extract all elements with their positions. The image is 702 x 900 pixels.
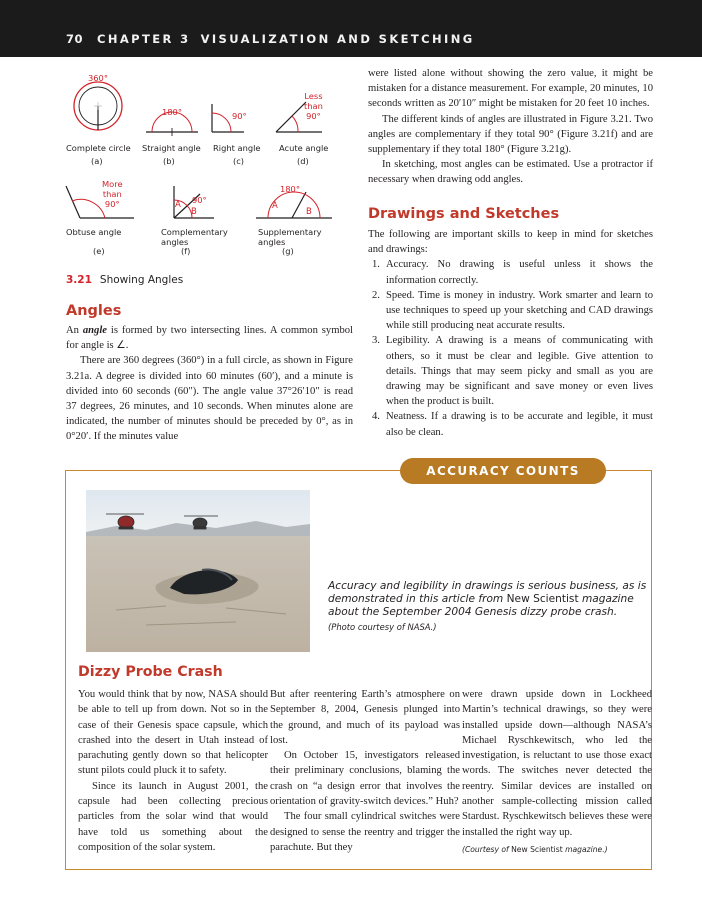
angle-name: Acute angle [279, 143, 329, 153]
angle-letter: (a) [91, 156, 103, 166]
skills-list [368, 257, 653, 439]
defined-term: angle [82, 325, 107, 336]
supplementary-angle-diagram [256, 192, 332, 218]
running-header-text [66, 32, 475, 46]
figure-caption [66, 274, 183, 286]
section-heading-drawings: Drawings and Sketches [368, 206, 560, 222]
accuracy-counts-banner [400, 458, 606, 484]
angle-letter: (c) [233, 156, 245, 166]
paragraph: You would think that by now, NASA should be able to tell up from down. Not so in the case of their Genesis space capsule, which crashed into the desert in Utah instead of parachuting gently down so that helicopter stunt pilots could pluck it to safety. [78, 689, 268, 777]
chapter-label: CHAPTER 3 [97, 32, 191, 46]
angle-value-label: Less than 90° [304, 91, 323, 121]
angle-name: Right angle [213, 143, 261, 153]
angle-letter: (f) [181, 246, 191, 256]
article-credit: (Courtesy of New Scientist magazine.) [462, 844, 608, 854]
paragraph: were drawn upside down in Lockheed Martin’s technical drawings, so they were installed upside down—although NASA’s Michael Ryschkewitsch, who led the investigation, is reluctant to use those exact words. The switches never detected the reentry. Similar devices are installed on another sample-collecting mission called Stardust. Ryschkewitsch believes these were installed the right way up. [462, 689, 652, 838]
angle-name: Supplementary angles [258, 227, 322, 247]
paragraph: The four small cylindrical switches were designed to sense the reentry and trigger the parachute. But they [270, 811, 460, 853]
list-item: 1. Accuracy. No drawing is useful unless it shows the information correctly. [372, 259, 653, 286]
article-column-3 [462, 687, 652, 857]
angle-value-label: 90° [192, 195, 207, 205]
list-item: 3. Legibility. A drawing is a means of communicating with others, so it must be clear and legible. Give attention to details. Things that may seem picky and small as you are drawing may be significant and save money or even lives when the product is built. [372, 335, 653, 408]
figure-angles [60, 66, 360, 266]
drawings-text [368, 227, 653, 440]
paragraph: There are 360 degrees (360°) in a full circle, as shown in Figure 3.21a. A degree is divided into 60 minutes (60′), and a minute is divided into 60 seconds (60″). The angle value 37°26′10″ is read 37 degrees, 26 minutes, and 10 seconds. When minutes alone are indicated, the number of minutes should be preceded by 0°, as in 0°20′. If the minutes value [66, 355, 353, 443]
angle-name: Complementary angles [161, 227, 228, 247]
paragraph: In sketching, most angles can be estimated. Use a protractor if necessary when drawing odd angles. [368, 159, 653, 186]
angle-letter: (e) [93, 246, 105, 256]
angle-mark: B [306, 207, 312, 217]
angle-value-label: 90° [232, 111, 247, 121]
magazine-name: New Scientist [506, 593, 579, 606]
paragraph: On October 15, investigators released their preliminary conclusions, blaming the crash on “a design error that involves the orientation of gravity-switch devices.” Huh? [270, 750, 460, 808]
article-column-2 [270, 687, 460, 855]
article-column-1 [78, 687, 268, 855]
angle-value-label: 180° [280, 184, 300, 194]
angle-value-label: 180° [162, 107, 182, 117]
paragraph: were listed alone without showing the zero value, it might be mistaken for a distance measurement. For example, 20 minutes, 10 seconds written as 20′10″ might be mistaken for 20 feet 10 inches. [368, 68, 653, 110]
figure-caption-text: Showing Angles [99, 274, 184, 286]
angle-mark: A [175, 200, 181, 210]
running-header [0, 0, 702, 57]
obtuse-angle-diagram [66, 186, 134, 218]
article-title: Dizzy Probe Crash [78, 664, 223, 680]
paragraph: The different kinds of angles are illustrated in Figure 3.21. Two angles are complementary if they total 90° (Figure 3.21f) and are supplementary if they total 180° (Figure 3.21g). [368, 113, 653, 156]
angle-letter: (b) [163, 156, 175, 166]
paragraph: An angle is formed by two intersecting lines. A common symbol for angle is ∠. [66, 325, 353, 352]
banner-title: ACCURACY COUNTS [426, 464, 580, 478]
figure-number: 3.21 [66, 274, 92, 286]
list-item: 2. Speed. Time is money in industry. Work smarter and learn to use techniques to speed up your sketching and CAD drawings while still producing neat accurate results. [372, 289, 653, 332]
angle-name: Complete circle [66, 143, 131, 153]
angle-value-label: 360° [88, 73, 108, 83]
chapter-title: VISUALIZATION AND SKETCHING [200, 32, 475, 46]
paragraph: But after reentering Earth’s atmosphere on September 8, 2004, Genesis plunged into the ground, and much of its payload was lost. [270, 689, 460, 746]
angles-text-left [66, 323, 353, 445]
angle-letter: (g) [282, 246, 294, 256]
probe-crash-photo [86, 490, 310, 652]
angle-letter: (d) [297, 156, 309, 166]
photo-credit: (Photo courtesy of NASA.) [328, 621, 437, 632]
angle-name: Straight angle [142, 143, 201, 153]
angle-name: Obtuse angle [66, 227, 122, 237]
section-heading-angles: Angles [66, 303, 122, 319]
angle-mark: A [272, 201, 278, 211]
paragraph: Since its launch in August 2001, the capsule had been collecting precious particles from the solar wind that would have told us something about the composition of the solar system. [78, 780, 268, 853]
angle-value-label: More than 90° [102, 179, 123, 209]
angles-text-right [368, 66, 653, 188]
paragraph: The following are important skills to keep in mind for sketches and drawings: [368, 229, 653, 256]
photo-caption: Accuracy and legibility in drawings is serious business, as is demonstrated in this article from New Scientist magazine about the September 2004 Genesis dizzy probe crash. (Photo courtesy of NASA.) [328, 580, 658, 634]
list-item: 4. Neatness. If a drawing is to be accurate and legible, it must also be clean. [372, 411, 653, 438]
page-number: 70 [66, 32, 84, 46]
complete-circle-diagram [74, 82, 122, 130]
angle-mark: B [191, 207, 197, 217]
